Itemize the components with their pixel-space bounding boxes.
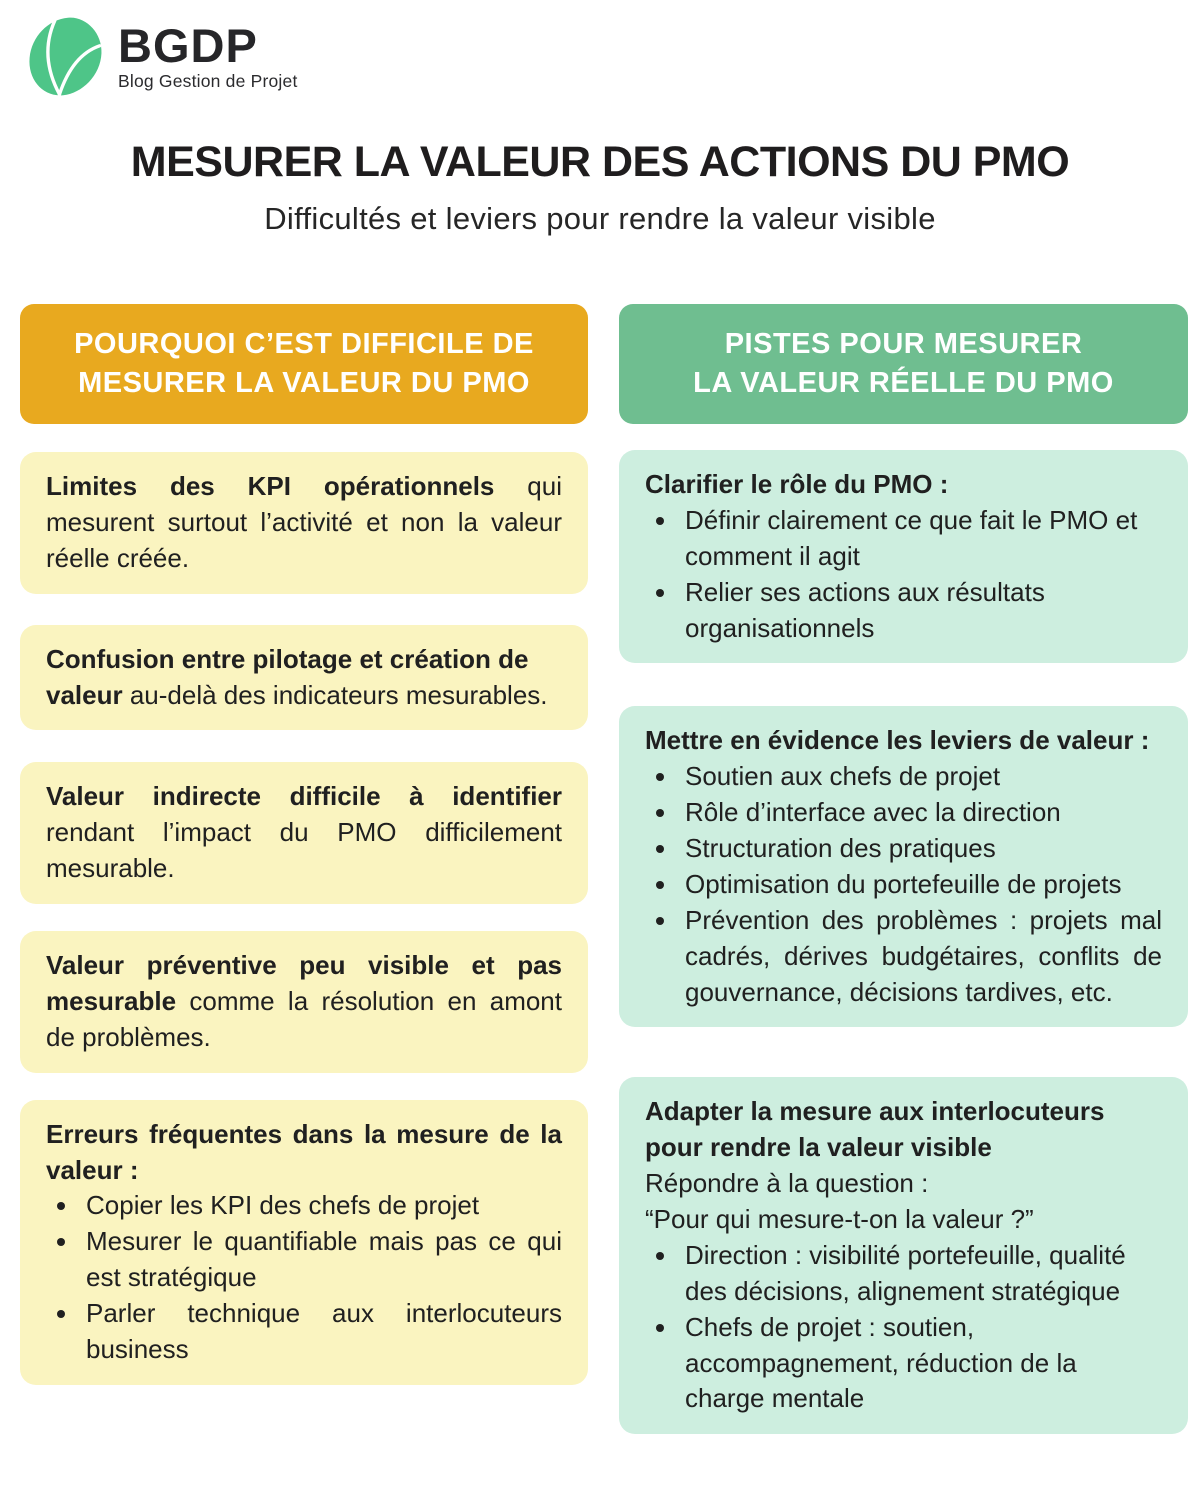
card-confusion-pilotage (20, 625, 588, 731)
list-item: • Copier les KPI des chefs de projet (80, 1188, 562, 1224)
list-item: • Mesurer le quantifiable mais pas ce qui est stratégique (80, 1224, 562, 1296)
card-erreurs-frequentes (20, 1100, 588, 1385)
list-item: • Rôle d’interface avec la direction (679, 795, 1162, 831)
logo-tagline: Blog Gestion de Projet (118, 71, 298, 91)
left-header-line1: POURQUOI C’EST DIFFICILE DE (74, 327, 534, 360)
card-lead: Limites des KPI opérationnels (46, 471, 495, 501)
card-lead: Confusion entre pilotage et création de valeur (46, 643, 529, 710)
card-lead: Valeur préventive peu visible et pas mesurable (46, 950, 562, 1016)
card-lead: Clarifier le rôle du PMO : (645, 469, 949, 499)
logo-text (118, 19, 298, 92)
leaf-icon (24, 14, 108, 100)
bullet-list (46, 1188, 562, 1367)
list-item: • Relier ses actions aux résultats organisationnels (679, 575, 1162, 647)
card-text: qui mesurent surtout l’activité et non la valeur réelle créée. (46, 471, 563, 573)
card-adapter-mesure (619, 1077, 1188, 1434)
right-column (619, 304, 1188, 1434)
left-column-header (20, 304, 588, 424)
card-valeur-indirecte (20, 762, 588, 904)
bullet-list (645, 759, 1162, 1010)
card-lead: Adapter la mesure aux interlocuteurs pour rendre la valeur visible (645, 1096, 1105, 1163)
left-column (20, 304, 588, 1434)
list-item: • Prévention des problèmes : projets mal cadrés, dérives budgétaires, conflits de gouvernance, décisions tardives, etc. (679, 903, 1162, 1011)
card-leviers-valeur (619, 706, 1188, 1027)
list-item: • Soutien aux chefs de projet (679, 759, 1162, 795)
card-text-line: Répondre à la question : (645, 1168, 929, 1199)
card-text: au-delà des indicateurs mesurables. (122, 679, 548, 710)
list-item: • Définir clairement ce que fait le PMO et comment il agit (679, 503, 1162, 575)
card-limites-kpi (20, 452, 588, 594)
list-item: • Parler technique aux interlocuteurs business (80, 1296, 562, 1368)
bullet-list (645, 503, 1162, 647)
page-title: MESURER LA VALEUR DES ACTIONS DU PMO (130, 138, 1070, 186)
card-text: comme la résolution en amont de problèmes. (46, 985, 562, 1052)
logo-name: BGDP (118, 19, 258, 72)
page-subtitle: Difficultés et leviers pour rendre la valeur visible (264, 201, 936, 236)
list-item: • Optimisation du portefeuille de projets (679, 867, 1162, 903)
list-item: • Chefs de projet : soutien, accompagnement, réduction de la charge mentale (679, 1310, 1162, 1418)
card-lead: Valeur indirecte difficile à identifier (46, 781, 562, 812)
bullet-list (645, 1238, 1162, 1417)
card-valeur-preventive (20, 931, 588, 1073)
right-header-line1: PISTES POUR MESURER (724, 327, 1083, 360)
right-header-line2: LA VALEUR RÉELLE DU PMO (693, 367, 1114, 399)
left-header-line2: MESURER LA VALEUR DU PMO (78, 367, 530, 399)
card-text: rendant l’impact du PMO difficilement mesurable. (46, 817, 562, 884)
list-item: • Structuration des pratiques (679, 831, 1162, 867)
logo (0, 0, 1200, 100)
card-text-line: “Pour qui mesure-t-on la valeur ?” (645, 1204, 1034, 1234)
title-block (0, 138, 1200, 237)
right-column-header (619, 304, 1188, 424)
card-clarifier-role (619, 450, 1188, 663)
list-item: • Direction : visibilité portefeuille, qualité des décisions, alignement stratégique (679, 1238, 1162, 1310)
card-lead: Erreurs fréquentes dans la mesure de la valeur : (46, 1118, 562, 1185)
card-lead: Mettre en évidence les leviers de valeur : (645, 725, 1150, 756)
content-columns (0, 304, 1200, 1434)
